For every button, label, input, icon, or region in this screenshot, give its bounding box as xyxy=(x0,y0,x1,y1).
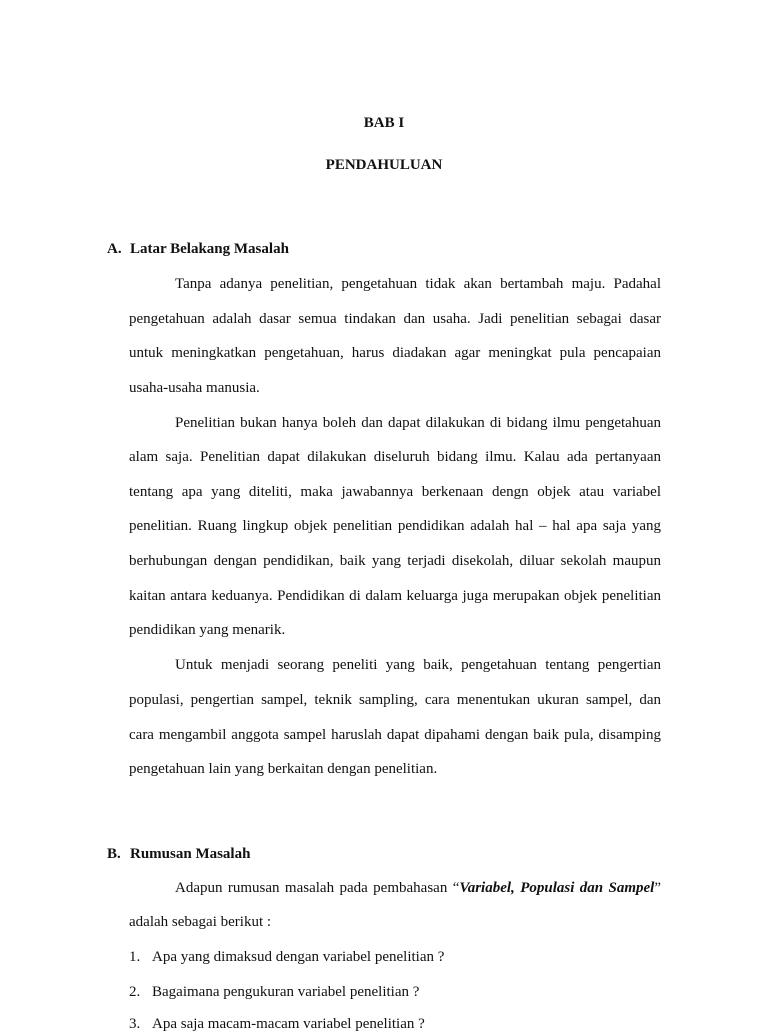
paragraph-line: cara mengambil anggota sampel haruslah dapat dipahami dengan baik pula, disamping xyxy=(129,727,661,743)
section-a-letter: A. xyxy=(107,241,122,257)
paragraph-line: berhubungan dengan pendidikan, baik yang terjadi disekolah, diluar sekolah maupun xyxy=(129,553,661,569)
paragraph-line: Penelitian bukan hanya boleh dan dapat dilakukan di bidang ilmu pengetahuan xyxy=(175,415,661,431)
list-item xyxy=(129,1016,425,1033)
list-item-text: Apa saja macam-macam variabel penelitian ? xyxy=(152,1016,425,1032)
chapter-title: PENDAHULUAN xyxy=(325,157,443,173)
list-item-number: 1. xyxy=(129,949,141,965)
paragraph-line: pengetahuan lain yang berkaitan dengan penelitian. xyxy=(129,761,438,777)
list-item xyxy=(129,984,419,1001)
intro-text-after: ” xyxy=(654,880,662,896)
paragraph-line: Untuk menjadi seorang peneliti yang baik, pengetahuan tentang pengertian xyxy=(175,657,661,673)
list-item-text: Apa yang dimaksud dengan variabel penelitian ? xyxy=(152,949,445,965)
paragraph-line: Tanpa adanya penelitian, pengetahuan tidak akan bertambah maju. Padahal xyxy=(175,276,661,292)
paragraph-line: untuk meningkatkan pengetahuan, harus diadakan agar meningkat pula pencapaian xyxy=(129,345,661,361)
paragraph-line: usaha-usaha manusia. xyxy=(129,380,260,396)
list-item-text: Bagaimana pengukuran variabel penelitian ? xyxy=(152,984,420,1000)
paragraph-line: alam saja. Penelitian dapat dilakukan diseluruh bidang ilmu. Kalau ada pertanyaan xyxy=(129,449,661,465)
intro-text-before: Adapun rumusan masalah pada pembahasan “ xyxy=(175,880,460,896)
paragraph-line: pengetahuan adalah dasar semua tindakan dan usaha. Jadi penelitian sebagai dasar xyxy=(129,311,661,327)
intro-emphasis: Variabel, Populasi dan Sampel xyxy=(459,880,655,896)
paragraph-line: pendidikan yang menarik. xyxy=(129,622,286,638)
section-b-title: Rumusan Masalah xyxy=(130,846,251,862)
chapter-number: BAB I xyxy=(363,115,405,131)
paragraph-line: kaitan antara keduanya. Pendidikan di dalam keluarga juga merupakan objek penelitian xyxy=(129,588,661,604)
section-b-letter: B. xyxy=(107,846,121,862)
list-item xyxy=(129,949,444,966)
section-a-heading xyxy=(107,241,289,258)
list-item-number: 3. xyxy=(129,1016,141,1032)
paragraph-line: populasi, pengertian sampel, teknik sampling, cara menentukan ukuran sampel, dan xyxy=(129,692,661,708)
section-a-title: Latar Belakang Masalah xyxy=(130,241,289,257)
paragraph-line: penelitian. Ruang lingkup objek penelitian pendidikan adalah hal – hal apa saja yang xyxy=(129,518,661,534)
list-item-number: 2. xyxy=(129,984,141,1000)
section-b-heading xyxy=(107,846,250,863)
paragraph-line: tentang apa yang diteliti, maka jawabannya berkenaan dengn objek atau variabel xyxy=(129,484,661,500)
section-b-intro-line xyxy=(175,880,661,897)
section-b-intro-line2: adalah sebagai berikut : xyxy=(129,914,272,930)
